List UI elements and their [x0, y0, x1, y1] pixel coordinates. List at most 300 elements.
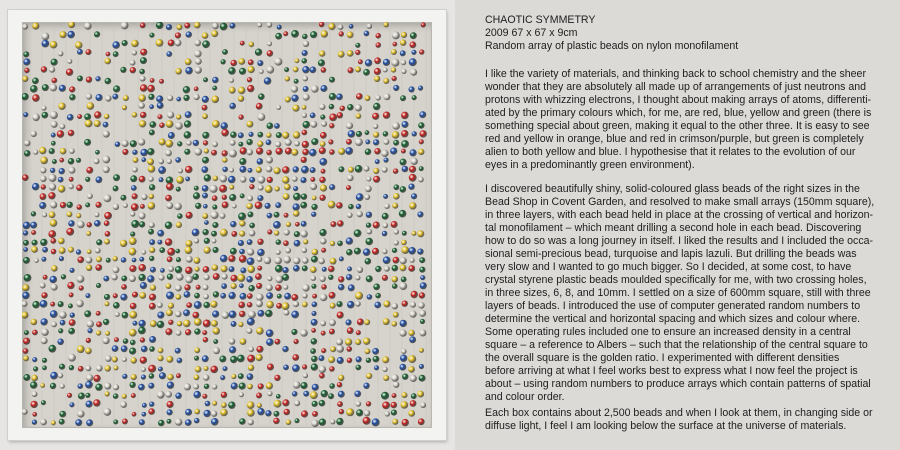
bead — [96, 202, 102, 208]
bead — [220, 375, 225, 380]
bead — [67, 393, 72, 398]
bead — [417, 230, 424, 237]
bead — [22, 24, 28, 30]
paragraph-1 — [485, 68, 890, 172]
bead — [139, 176, 146, 183]
bead — [399, 282, 407, 290]
bead — [203, 320, 211, 328]
bead — [401, 60, 406, 65]
paragraph-line: Bead Shop in Covent Garden, and resolved to make small arrays (150mm square), — [485, 196, 875, 208]
bead — [301, 157, 307, 163]
paragraph-line: square – a reference to Albers – such that the relationship of the central square to — [485, 339, 868, 351]
bead — [22, 76, 28, 82]
bead — [319, 400, 326, 407]
bead — [419, 375, 426, 382]
paragraph-line: Each box contains about 2,500 beads and when I look at them, in changing side or — [485, 407, 873, 419]
bead — [141, 367, 146, 372]
bead — [311, 204, 317, 210]
bead — [354, 248, 361, 255]
bead — [393, 140, 399, 146]
bead — [238, 213, 246, 221]
bead — [60, 124, 66, 130]
bead — [301, 221, 307, 227]
bead — [31, 375, 38, 382]
bead — [293, 193, 301, 201]
bead — [130, 140, 137, 147]
bead — [167, 248, 175, 256]
bead — [49, 174, 57, 182]
bead — [347, 104, 354, 111]
bead — [321, 30, 328, 37]
bead — [285, 76, 290, 81]
bead — [204, 148, 209, 153]
bead — [247, 328, 253, 334]
bead — [60, 320, 66, 326]
bead — [418, 418, 425, 425]
bead — [139, 274, 146, 281]
bead — [348, 204, 354, 210]
bead — [183, 86, 190, 93]
bead — [129, 237, 137, 245]
bead — [68, 247, 74, 253]
bead — [366, 223, 371, 228]
bead — [291, 329, 297, 335]
bead — [212, 195, 218, 201]
bead — [294, 231, 300, 237]
bead — [372, 113, 379, 120]
bead — [50, 201, 57, 208]
bead — [51, 265, 58, 272]
bead — [139, 257, 144, 262]
bead — [183, 309, 190, 316]
bead — [300, 230, 307, 237]
bead — [120, 401, 127, 408]
bead — [42, 212, 47, 217]
bead — [77, 275, 85, 283]
bead — [292, 176, 298, 182]
bead — [239, 249, 245, 255]
bead — [319, 355, 325, 361]
bead — [295, 418, 300, 423]
bead — [76, 158, 81, 163]
bead — [166, 24, 172, 30]
bead — [31, 246, 38, 253]
bead — [349, 24, 354, 29]
bead — [367, 229, 373, 235]
bead — [42, 84, 49, 91]
bead — [374, 76, 380, 82]
bead — [364, 194, 370, 200]
bead — [240, 194, 245, 199]
bead — [106, 52, 111, 57]
bead — [321, 348, 326, 353]
bead — [295, 222, 300, 227]
bead — [330, 346, 336, 352]
bead — [366, 275, 373, 282]
bead — [330, 419, 335, 424]
bead — [30, 222, 37, 229]
bead — [372, 348, 379, 355]
bead — [293, 131, 300, 138]
bead — [412, 131, 417, 136]
bead — [282, 274, 289, 281]
bead — [95, 264, 102, 271]
bead — [302, 105, 307, 110]
bead — [302, 113, 307, 118]
artwork-medium: Random array of plastic beads on nylon monofilament — [485, 40, 739, 52]
bead — [213, 176, 219, 182]
bead — [176, 176, 184, 184]
bead — [401, 32, 407, 38]
paragraph-line: in three sizes, 6, 8, and 10mm. I settled on a size of 600mm square, still with three — [485, 287, 871, 299]
bead — [400, 330, 407, 337]
bead — [337, 220, 344, 227]
bead — [122, 394, 127, 399]
bead — [149, 104, 154, 109]
bead — [176, 257, 181, 262]
bead — [69, 94, 75, 100]
bead — [402, 392, 408, 398]
bead — [411, 291, 418, 298]
bead — [336, 94, 343, 101]
bead — [88, 328, 93, 333]
bead — [183, 320, 191, 328]
bead — [302, 141, 309, 148]
bead — [94, 120, 101, 127]
bead — [408, 410, 415, 417]
bead — [213, 291, 219, 297]
bead — [238, 58, 245, 65]
bead — [195, 409, 201, 415]
bead — [59, 158, 64, 163]
bead — [185, 67, 193, 75]
bead — [293, 257, 300, 264]
bead — [285, 148, 292, 155]
bead — [175, 348, 181, 354]
bead — [411, 158, 418, 165]
paragraph-line: the overall square is the golden ratio. I experimented with different densities — [485, 352, 840, 364]
bead — [392, 122, 400, 130]
bead — [339, 166, 345, 172]
bead — [337, 382, 343, 388]
bead — [142, 403, 147, 408]
bead — [383, 256, 391, 264]
bead — [31, 401, 38, 408]
bead — [292, 105, 299, 112]
bead — [130, 60, 136, 66]
bead — [286, 222, 291, 227]
bead — [222, 167, 228, 173]
bead — [49, 148, 55, 154]
bead — [157, 230, 164, 237]
bead — [239, 158, 246, 165]
bead — [312, 249, 319, 256]
bead — [239, 283, 244, 288]
bead — [105, 331, 110, 336]
bead — [292, 364, 300, 372]
bead — [85, 177, 90, 182]
bead — [194, 186, 199, 191]
bead — [113, 256, 118, 261]
bead — [240, 268, 246, 274]
bead — [282, 166, 290, 174]
bead — [185, 409, 192, 416]
bead — [32, 420, 37, 425]
bead — [157, 302, 163, 308]
bead — [303, 121, 311, 129]
bead — [319, 50, 325, 56]
paragraph-line: red and yellow in orange, blue and red in crimson/purple, but green is completely — [485, 133, 864, 145]
bead — [96, 330, 101, 335]
bead — [401, 112, 409, 120]
bead — [418, 149, 424, 155]
bead — [320, 141, 326, 147]
bead — [68, 130, 75, 137]
bead — [129, 329, 137, 337]
bead — [129, 311, 137, 319]
bead — [229, 346, 236, 353]
bead — [366, 401, 371, 406]
bead — [391, 221, 398, 228]
bead — [156, 95, 163, 102]
bead — [373, 222, 380, 229]
bead — [57, 130, 65, 138]
bead — [408, 247, 416, 255]
bead — [303, 86, 309, 92]
bead — [319, 258, 325, 264]
bead — [247, 149, 253, 155]
bead — [346, 408, 354, 416]
bead — [291, 30, 299, 38]
bead — [186, 240, 193, 247]
bead — [249, 230, 256, 237]
bead — [40, 193, 47, 200]
bead — [195, 67, 202, 74]
bead — [194, 238, 199, 243]
bead — [59, 168, 65, 174]
bead — [213, 327, 220, 334]
bead — [285, 96, 291, 102]
bead — [148, 165, 156, 173]
bead — [238, 96, 244, 102]
bead — [319, 419, 326, 426]
bead — [337, 301, 343, 307]
bead — [321, 331, 326, 336]
bead — [294, 339, 299, 344]
bead — [247, 373, 254, 380]
bead — [246, 276, 253, 283]
bead — [103, 131, 110, 138]
bead — [212, 86, 217, 91]
bead — [400, 159, 407, 166]
bead — [346, 185, 351, 190]
bead — [345, 147, 353, 155]
bead — [312, 311, 317, 316]
bead — [203, 337, 209, 343]
bead — [229, 185, 234, 190]
bead — [202, 113, 208, 119]
bead — [363, 338, 370, 345]
bead — [105, 365, 111, 371]
bead — [176, 273, 183, 280]
bead — [139, 221, 145, 227]
bead — [247, 239, 253, 245]
bead — [266, 166, 273, 173]
bead — [194, 375, 200, 381]
bead — [51, 121, 58, 128]
bead — [320, 321, 326, 327]
bead — [212, 239, 217, 244]
bead — [363, 69, 370, 76]
bead — [68, 158, 75, 165]
bead — [221, 392, 228, 399]
bead — [319, 229, 326, 236]
bead — [68, 304, 73, 309]
bead — [140, 357, 147, 364]
bead — [266, 284, 273, 291]
bead — [165, 150, 172, 157]
bead — [131, 40, 139, 48]
bead — [330, 258, 337, 265]
bead — [276, 105, 281, 110]
bead — [383, 375, 389, 381]
bead — [32, 391, 38, 397]
bead — [363, 383, 369, 389]
bead — [222, 195, 227, 200]
bead — [367, 24, 372, 29]
bead — [131, 393, 136, 398]
bead — [42, 247, 48, 253]
bead — [257, 195, 263, 201]
bead — [321, 169, 326, 174]
bead — [96, 365, 103, 372]
bead — [202, 132, 209, 139]
bead — [69, 365, 74, 370]
bead — [312, 302, 318, 308]
bead — [400, 364, 407, 371]
bead — [276, 132, 282, 138]
bead — [194, 347, 200, 353]
bead — [43, 275, 48, 280]
bead — [229, 78, 234, 83]
bead — [409, 174, 417, 182]
bead — [50, 302, 55, 307]
bead — [132, 150, 137, 155]
bead — [175, 68, 182, 75]
bead — [283, 31, 288, 36]
bead — [112, 357, 118, 363]
bead — [302, 130, 308, 136]
bead — [412, 231, 417, 236]
bead — [238, 322, 243, 327]
bead — [266, 66, 274, 74]
bead — [409, 58, 417, 66]
bead — [355, 67, 361, 73]
bead — [282, 176, 289, 183]
bead — [247, 318, 255, 326]
bead — [202, 330, 207, 335]
bead — [274, 212, 280, 218]
bead — [131, 357, 137, 363]
bead — [84, 310, 91, 317]
bead — [168, 40, 175, 47]
bead — [420, 130, 427, 137]
bead — [202, 166, 209, 173]
bead — [165, 140, 173, 148]
bead — [40, 176, 46, 182]
bead — [220, 213, 226, 219]
bead — [61, 274, 66, 279]
bead — [293, 67, 299, 73]
bead — [257, 249, 265, 257]
bead — [24, 140, 30, 146]
bead — [122, 357, 127, 362]
paragraph-line: I discovered beautifully shiny, solid-coloured glass beads of the right sizes in the — [485, 183, 860, 195]
bead — [213, 273, 220, 280]
bead — [319, 177, 326, 184]
bead — [212, 311, 219, 318]
bead — [184, 383, 191, 390]
bead — [193, 312, 200, 319]
bead — [384, 158, 389, 163]
bead — [391, 49, 397, 55]
bead — [248, 168, 253, 173]
bead — [411, 50, 416, 55]
bead — [24, 274, 32, 282]
bead — [294, 79, 299, 84]
bead — [274, 230, 279, 235]
bead — [149, 239, 155, 245]
bead — [58, 328, 63, 333]
bead — [32, 94, 40, 102]
bead — [51, 133, 56, 138]
bead — [347, 327, 354, 334]
bead — [103, 166, 110, 173]
bead — [365, 185, 372, 192]
bead — [140, 57, 147, 64]
bead — [202, 355, 209, 362]
bead — [401, 277, 407, 283]
bead — [140, 149, 148, 157]
bead — [79, 286, 84, 291]
bead — [41, 337, 48, 344]
bead — [346, 139, 352, 145]
bead — [203, 229, 209, 235]
bead — [94, 111, 101, 118]
paragraph-line: diffuse light, I feel I am looking below the surface at the universe of materials. — [485, 420, 847, 432]
bead — [302, 265, 308, 271]
bead — [185, 246, 193, 254]
bead — [49, 183, 56, 190]
bead — [240, 338, 247, 345]
bead — [302, 34, 308, 40]
bead — [95, 384, 102, 391]
bead — [75, 42, 82, 49]
bead — [383, 139, 389, 145]
bead — [150, 320, 157, 327]
bead — [157, 240, 162, 245]
bead — [68, 328, 75, 335]
bead — [193, 384, 199, 390]
bead — [165, 222, 173, 230]
bead — [76, 249, 81, 254]
bead — [105, 78, 112, 85]
bead — [40, 283, 46, 289]
bead — [418, 122, 424, 128]
bead — [112, 41, 120, 49]
bead — [32, 183, 40, 191]
bead — [194, 94, 200, 100]
